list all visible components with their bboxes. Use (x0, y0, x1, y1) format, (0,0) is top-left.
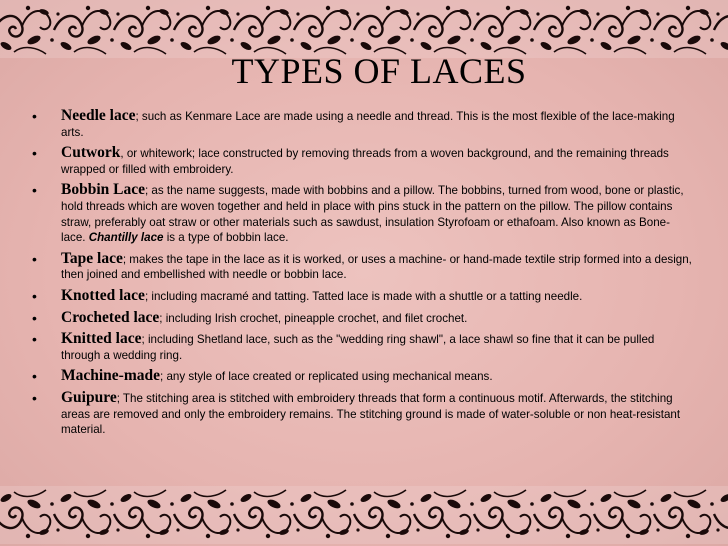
list-item-guipure (32, 390, 694, 438)
list-item-machine-made (32, 368, 694, 385)
bottom-lace-border (0, 486, 728, 544)
term: Bobbin Lace (61, 181, 145, 199)
bullet: • (32, 309, 37, 326)
bullet: • (32, 145, 37, 162)
list-item-needle-lace (32, 108, 694, 140)
description: ; such as Kenmare Lace are made using a needle and thread. This is the most flexible of the lace-making arts. (61, 110, 675, 139)
bullet: • (32, 331, 37, 348)
list-item-cutwork (32, 145, 694, 177)
term: Knotted lace (61, 286, 145, 304)
bullet: • (32, 108, 37, 124)
term: Tape lace (61, 249, 123, 267)
list-item-knotted-lace (32, 288, 694, 305)
term: Machine-made (61, 367, 161, 385)
term: Guipure (61, 388, 117, 406)
term: Cutwork (61, 144, 121, 162)
description: , or whitework; lace constructed by removing threads from a woven background, and the remaining threads wrapped or filled with embroidery. (61, 147, 669, 176)
description: ; including Shetland lace, such as the "wedding ring shawl", a lace shawl so fine that it can be pulled through a wedding ring. (61, 333, 655, 362)
description: ; including Irish crochet, pineapple crochet, and filet crochet. (159, 311, 468, 325)
bullet: • (32, 368, 37, 385)
bullet: • (32, 250, 37, 267)
term: Knitted lace (61, 330, 142, 348)
description: ; makes the tape in the lace as it is worked, or uses a machine- or hand-made textile strip formed into a design, then joined and embellished with needle or bobbin lace. (61, 252, 692, 282)
bullet: • (32, 182, 37, 199)
lace-types-list (32, 108, 694, 443)
slide-title: TYPES OF LACES (231, 51, 527, 91)
list-item-tape-lace (32, 251, 694, 283)
term: Needle lace (61, 107, 136, 124)
bullet: • (32, 389, 37, 406)
description: ; as the name suggests, made with bobbins and a pillow. The bobbins, turned from wood, bone or plastic, hold threads which are woven together and held in place with pins stuck in the pattern on the pillow. The pillow contains straw, preferably oat straw or other materials such as sawdust, insulation Styrofoam or ethafoam. Also known as Bone-lace. (61, 184, 684, 245)
term: Crocheted lace (61, 308, 160, 326)
description: ; including macramé and tatting. Tatted lace is made with a shuttle or a tatting needle. (144, 289, 583, 303)
description: ; The stitching area is stitched with embroidery threads that form a continuous motif. Afterwards, the stitching areas are removed and only the embroidery remains. The stitching ground is made of water-soluble or non heat-resistant material. (61, 391, 681, 437)
emphasis: Chantilly lace (88, 231, 164, 245)
list-item-crocheted-lace (32, 310, 694, 327)
description-tail: is a type of bobbin lace. (163, 231, 289, 245)
list-item-bobbin-lace (32, 182, 694, 245)
bullet: • (32, 287, 37, 304)
description: ; any style of lace created or replicated using mechanical means. (160, 370, 493, 384)
list-item-knitted-lace (32, 331, 694, 363)
